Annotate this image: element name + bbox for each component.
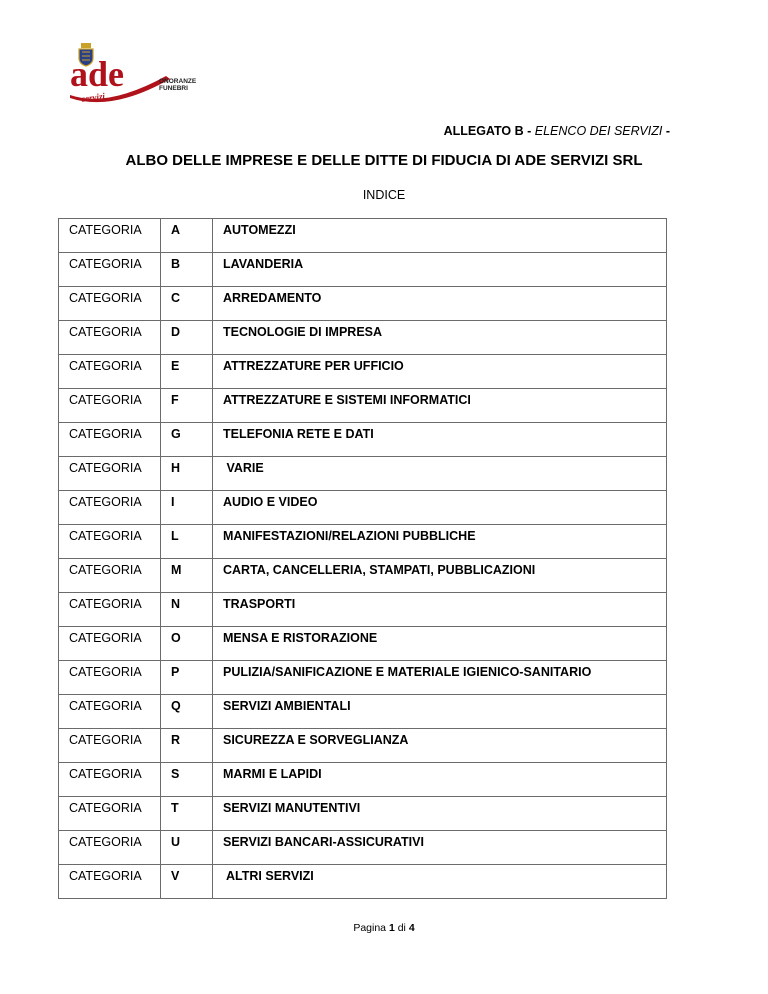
category-label-cell: CATEGORIA <box>59 559 161 593</box>
table-row <box>59 423 667 457</box>
category-code-cell: A <box>161 219 213 253</box>
category-label-cell: CATEGORIA <box>59 593 161 627</box>
category-code-cell: V <box>161 865 213 899</box>
category-name-cell: TRASPORTI <box>213 593 667 627</box>
table-row <box>59 865 667 899</box>
category-name-cell: LAVANDERIA <box>213 253 667 287</box>
category-name-cell: AUDIO E VIDEO <box>213 491 667 525</box>
category-code-cell: G <box>161 423 213 457</box>
category-label-cell: CATEGORIA <box>59 695 161 729</box>
page-total: 4 <box>408 922 415 934</box>
category-label-cell: CATEGORIA <box>59 253 161 287</box>
page-title: ALBO DELLE IMPRESE E DELLE DITTE DI FIDUCIA DI ADE SERVIZI SRL <box>125 152 643 169</box>
allegato-header <box>444 124 670 138</box>
table-row <box>59 797 667 831</box>
page-label: Pagina <box>353 922 389 934</box>
category-label-cell: CATEGORIA <box>59 287 161 321</box>
table-row <box>59 287 667 321</box>
category-code-cell: C <box>161 287 213 321</box>
category-label-cell: CATEGORIA <box>59 729 161 763</box>
category-name-cell: AUTOMEZZI <box>213 219 667 253</box>
table-row <box>59 831 667 865</box>
table-row <box>59 389 667 423</box>
table-row <box>59 661 667 695</box>
company-logo <box>68 42 200 108</box>
category-label-cell: CATEGORIA <box>59 219 161 253</box>
category-code-cell: I <box>161 491 213 525</box>
category-name-cell: ALTRI SERVIZI <box>213 865 667 899</box>
category-code-cell: Q <box>161 695 213 729</box>
allegato-description: ELENCO DEI SERVIZI <box>534 124 663 138</box>
page-footer <box>0 922 768 934</box>
category-code-cell: D <box>161 321 213 355</box>
category-name-cell: TECNOLOGIE DI IMPRESA <box>213 321 667 355</box>
category-code-cell: M <box>161 559 213 593</box>
category-code-cell: O <box>161 627 213 661</box>
category-label-cell: CATEGORIA <box>59 627 161 661</box>
category-name-cell: TELEFONIA RETE E DATI <box>213 423 667 457</box>
category-name-cell: MANIFESTAZIONI/RELAZIONI PUBBLICHE <box>213 525 667 559</box>
category-label-cell: CATEGORIA <box>59 661 161 695</box>
table-row <box>59 559 667 593</box>
category-label-cell: CATEGORIA <box>59 389 161 423</box>
category-name-cell: SERVIZI BANCARI-ASSICURATIVI <box>213 831 667 865</box>
category-label-cell: CATEGORIA <box>59 763 161 797</box>
svg-text:servizi: servizi <box>80 90 106 104</box>
table-row <box>59 763 667 797</box>
table-row <box>59 525 667 559</box>
category-name-cell: MARMI E LAPIDI <box>213 763 667 797</box>
ade-logo-icon <box>68 42 200 108</box>
svg-text:FUNEBRI: FUNEBRI <box>159 85 188 92</box>
category-code-cell: F <box>161 389 213 423</box>
category-label-cell: CATEGORIA <box>59 355 161 389</box>
allegato-label: ALLEGATO B - <box>443 124 535 138</box>
category-name-cell: VARIE <box>213 457 667 491</box>
category-name-cell: CARTA, CANCELLERIA, STAMPATI, PUBBLICAZIONI <box>213 559 667 593</box>
category-name-cell: ARREDAMENTO <box>213 287 667 321</box>
category-name-cell: ATTREZZATURE E SISTEMI INFORMATICI <box>213 389 667 423</box>
table-row <box>59 219 667 253</box>
category-name-cell: SICUREZZA E SORVEGLIANZA <box>213 729 667 763</box>
page-number: 1 <box>388 922 395 934</box>
table-row <box>59 627 667 661</box>
category-code-cell: N <box>161 593 213 627</box>
table-row <box>59 695 667 729</box>
category-code-cell: R <box>161 729 213 763</box>
category-code-cell: H <box>161 457 213 491</box>
table-row <box>59 355 667 389</box>
category-label-cell: CATEGORIA <box>59 831 161 865</box>
table-row <box>59 457 667 491</box>
category-label-cell: CATEGORIA <box>59 525 161 559</box>
table-row <box>59 321 667 355</box>
table-row <box>59 729 667 763</box>
category-label-cell: CATEGORIA <box>59 491 161 525</box>
of-label: di <box>394 922 409 934</box>
table-row <box>59 593 667 627</box>
category-label-cell: CATEGORIA <box>59 423 161 457</box>
svg-text:ade: ade <box>70 54 124 94</box>
category-name-cell: PULIZIA/SANIFICAZIONE E MATERIALE IGIENICO-SANITARIO <box>213 661 667 695</box>
category-code-cell: T <box>161 797 213 831</box>
category-code-cell: B <box>161 253 213 287</box>
category-label-cell: CATEGORIA <box>59 321 161 355</box>
category-name-cell: SERVIZI MANUTENTIVI <box>213 797 667 831</box>
category-code-cell: L <box>161 525 213 559</box>
table-row <box>59 491 667 525</box>
category-code-cell: E <box>161 355 213 389</box>
svg-text:ONORANZE: ONORANZE <box>159 78 197 85</box>
allegato-dash: - <box>662 124 670 138</box>
category-table <box>58 218 667 899</box>
category-code-cell: U <box>161 831 213 865</box>
category-label-cell: CATEGORIA <box>59 797 161 831</box>
category-label-cell: CATEGORIA <box>59 865 161 899</box>
category-label-cell: CATEGORIA <box>59 457 161 491</box>
category-name-cell: ATTREZZATURE PER UFFICIO <box>213 355 667 389</box>
category-name-cell: MENSA E RISTORAZIONE <box>213 627 667 661</box>
table-row <box>59 253 667 287</box>
category-name-cell: SERVIZI AMBIENTALI <box>213 695 667 729</box>
category-code-cell: P <box>161 661 213 695</box>
index-heading: INDICE <box>362 188 406 202</box>
category-code-cell: S <box>161 763 213 797</box>
